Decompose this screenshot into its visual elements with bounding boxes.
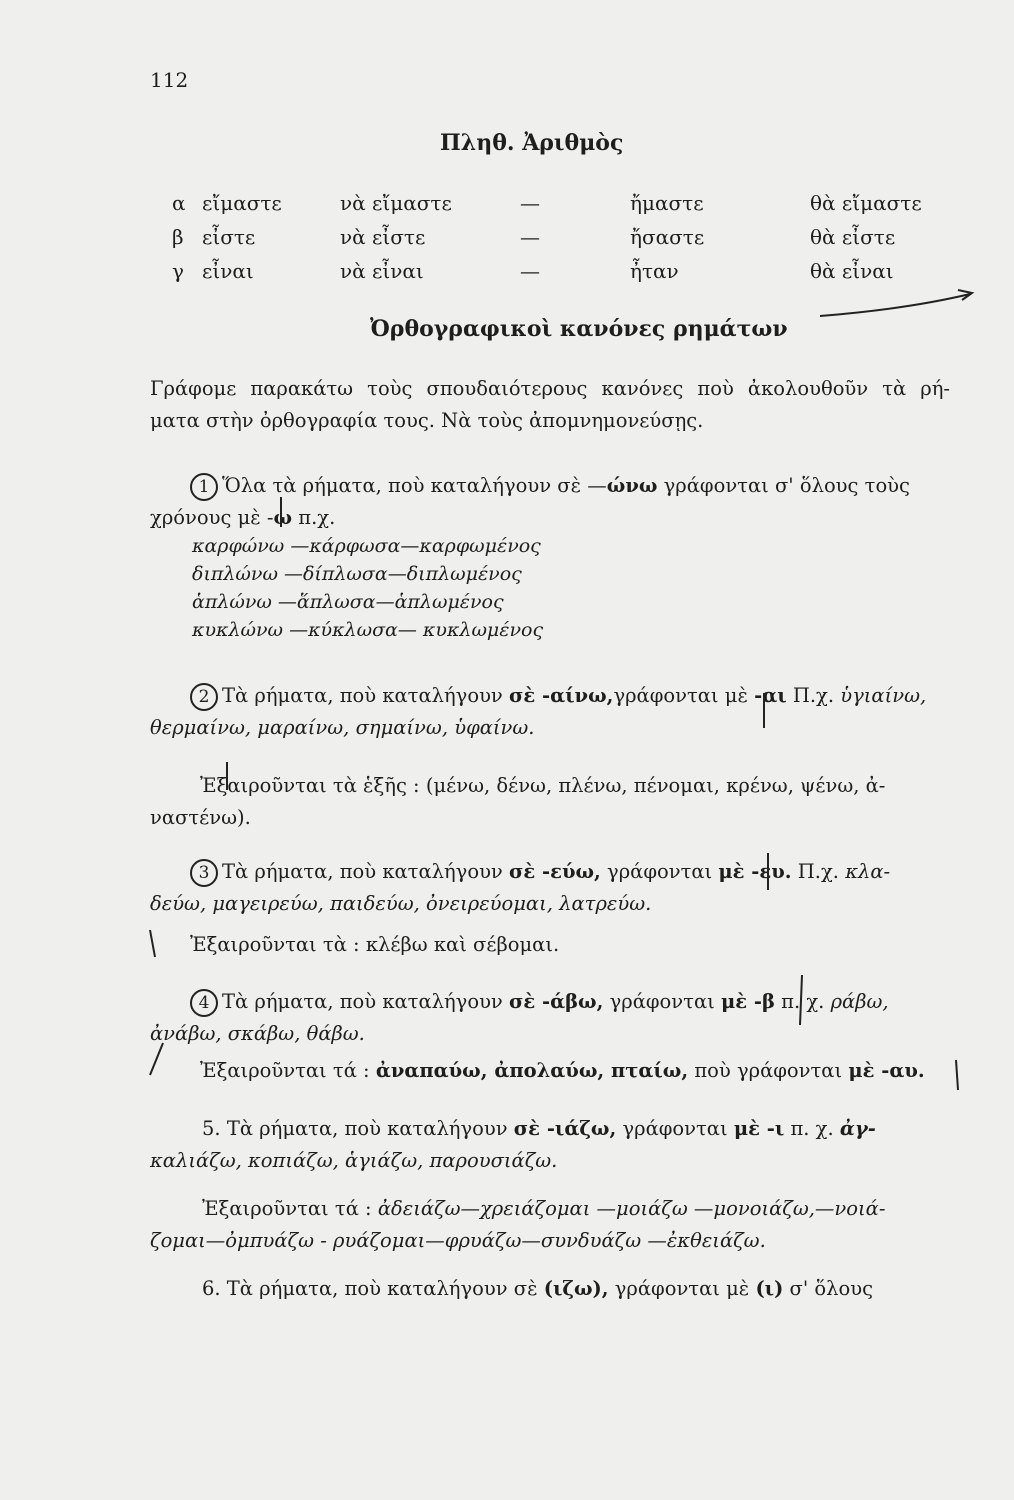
rule-5: 5. Τὰ ρήματα, ποὺ καταλήγουν σὲ -ιάζω, γράφονται μὲ -ι π. χ. ἀγ- καλιάζω, κοπιάζω, ἁγιάζω, παρουσιάζω. [150,1117,876,1172]
table-cell: — [520,259,540,283]
rule-number: 3 [190,859,218,887]
example-line: ἁπλώνω —ἅπλωσα—ἁπλωμένος [192,591,504,613]
example-line: καρφώνω —κάρφωσα—καρφωμένος [192,535,541,557]
table-cell: ἤσαστε [630,225,705,249]
rule-5-exceptions: Ἐξαιροῦνται τά : ἀδειάζω—χρειάζομαι —μοιάζω —μονοιάζω,—νοιά- ζομαι—ὀμπυάζω - ρυάζομαι—φρυάζω—συνδυάζω —ἐκθειάζω. [150,1197,886,1252]
example-line: κυκλώνω —κύκλωσα— κυκλωμένος [192,619,544,641]
rule-3: 3 Τὰ ρήματα, ποὺ καταλήγουν σὲ -εύω, γράφονται μὲ -ευ. Π.χ. κλα- δεύω, μαγειρεύω, παιδεύω, ὀνειρεύομαι, λατρεύω. [150,860,891,915]
table-cell: θὰ εἶστε [810,225,896,249]
rule-3-exceptions: Ἐξαιροῦνται τὰ : κλέβω καὶ σέβομαι. [190,933,560,956]
rules-heading: Ὀρθογραφικοὶ κανόνες ρημάτων [370,316,788,342]
table-cell: νὰ εἴμαστε [340,191,452,215]
rule-number: 4 [190,989,218,1017]
table-cell: θὰ εἴμαστε [810,191,922,215]
rule-6: 6. Τὰ ρήματα, ποὺ καταλήγουν σὲ (ιζω), γράφονται μὲ (ι) σ' ὅλους [202,1277,874,1300]
rule-2: 2 Τὰ ρήματα, ποὺ καταλήγουν σὲ -αίνω,γράφονται μὲ -αι Π.χ. ὑγιαίνω, θερμαίνω, μαραίνω, σημαίνω, ὑφαίνω. [150,684,927,739]
rule-2-exceptions: Ἐξαιροῦνται τὰ ἑξῆς : (μένω, δένω, πλένω, πένομαι, κρένω, ψένω, ἀ- ναστένω). [150,774,886,829]
rule-4-exceptions: Ἐξαιροῦνται τά : ἀναπαύω, ἀπολαύω, πταίω, ποὺ γράφονται μὲ -αυ. [200,1059,925,1082]
person-label: β [172,225,184,249]
person-label: γ [172,259,184,283]
intro-line: Γράφομε παρακάτω τοὺς σπουδαιότερους κανόνες ποὺ ἀκολουθοῦν τὰ ρή- [150,377,950,400]
plural-heading: Πληθ. Ἀριθμὸς [440,130,624,156]
rule-number: 2 [190,683,218,711]
table-cell: εἶναι [202,259,254,283]
table-cell: εἶστε [202,225,256,249]
table-cell: εἴμαστε [202,191,282,215]
table-cell: θὰ εἶναι [810,259,894,283]
example-line: διπλώνω —δίπλωσα—διπλωμένος [192,563,522,585]
rule-number: 1 [190,473,218,501]
table-cell: ἤμαστε [630,191,704,215]
table-cell: — [520,225,540,249]
rule-number: 5. [202,1117,221,1140]
person-label: α [172,191,186,215]
intro-line: ματα στὴν ὀρθογραφία τους. Νὰ τοὺς ἀπομνημονεύσῃς. [150,409,704,432]
rule-1: 1 Ὅλα τὰ ρήματα, ποὺ καταλήγουν σὲ —ώνω γράφονται σ' ὅλους τοὺς χρόνους μὲ -ω π.χ. [150,474,910,529]
rule-4: 4 Τὰ ρήματα, ποὺ καταλήγουν σὲ -άβω, γράφονται μὲ -β π. χ. ράβω, ἀνάβω, σκάβω, θάβω. [150,990,889,1045]
table-cell: — [520,191,540,215]
page-number: 112 [150,68,189,92]
ending: ώνω [606,474,658,497]
table-cell: νὰ εἶστε [340,225,426,249]
table-cell: νὰ εἶναι [340,259,424,283]
table-cell: ἦταν [630,259,679,283]
